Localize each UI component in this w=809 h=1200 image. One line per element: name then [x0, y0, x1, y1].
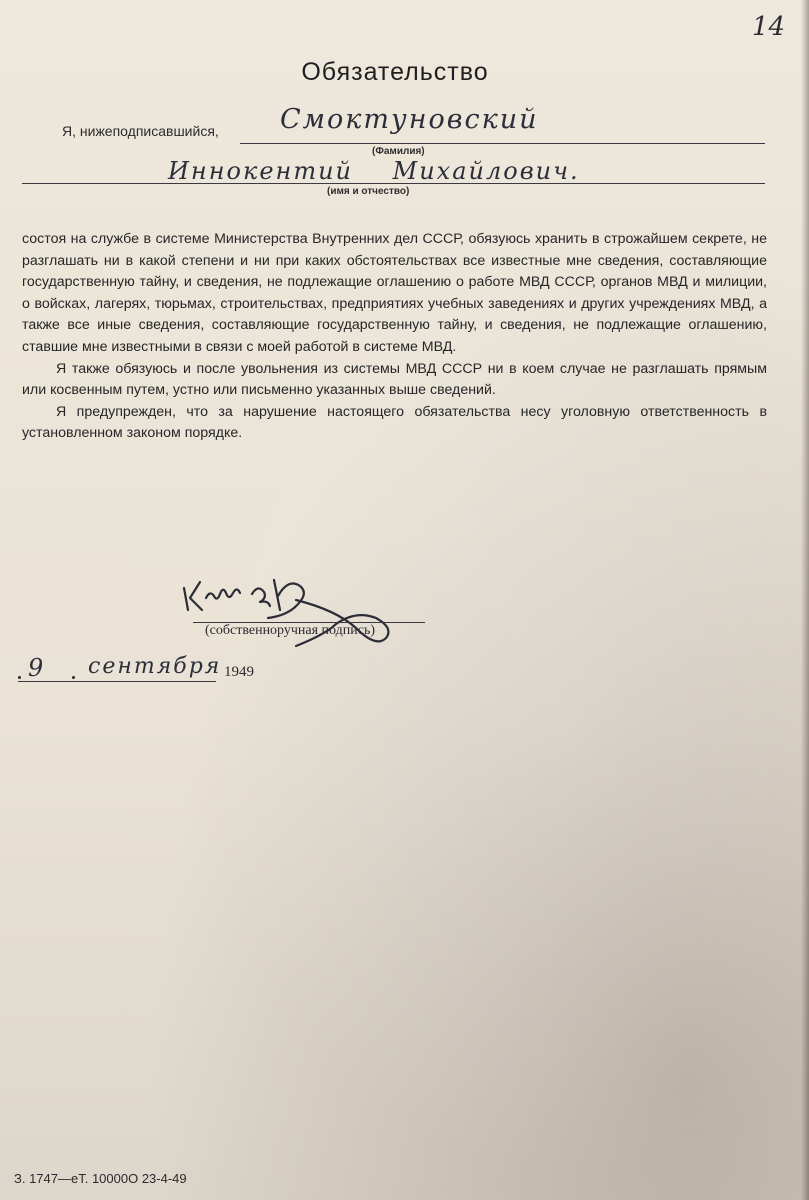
footer-print-code: З. 1747—еТ. 10000О 23-4-49 — [14, 1171, 187, 1186]
page-edge-shadow — [801, 0, 809, 1200]
name-line — [22, 183, 765, 184]
paragraph-2: Я также обязуюсь и после увольнения из системы МВД СССР ни в коем случае не разглашать прямым или косвенным путем, устно или письменно указанных выше сведений. — [22, 360, 767, 399]
paragraph-3: Я предупрежден, что за нарушение настоящего обязательства несу уголовную ответственность в установленном законом порядке. — [22, 403, 767, 442]
name-caption: (имя и отчество) — [327, 186, 410, 197]
body-text — [22, 229, 767, 445]
intro-label: Я, нижеподписавшийся, — [62, 123, 219, 139]
date-day: 9 — [28, 654, 46, 682]
surname-handwritten: Смоктуновский — [280, 104, 539, 135]
sheet-number: 14 — [752, 12, 786, 42]
name-handwritten: Иннокентий Михайлович. — [168, 157, 580, 185]
document-title: Обязательство — [301, 58, 489, 86]
date-line — [18, 681, 216, 682]
signature-caption: (собственноручная подпись) — [205, 623, 376, 638]
date-month: сентября — [88, 654, 222, 679]
surname-line — [240, 143, 765, 144]
date-dot — [72, 676, 75, 679]
paragraph-1: состоя на службе в системе Министерства Внутренних дел СССР, обязуюсь хранить в строжайшем секрете, не разглашать ни в какой степени и ни при каких обстоятельствах все известные мне сведения, составляющие государственную тайну, и сведения, не подлежащие оглашению о работе МВД СССР, органов МВД и милиции, о войсках, лагерях, тюрьмах, строительствах, предприятиях учебных заведениях и других учреждениях МВД, а также все иные сведения, составляющие государственную тайну, и сведения, не подлежащие оглашению, ставшие мне известными в связи с моей работой в системе МВД. — [22, 231, 767, 355]
surname-caption: (Фамилия) — [372, 146, 425, 157]
date-year: 1949 — [224, 664, 254, 680]
date-dot — [18, 676, 21, 679]
